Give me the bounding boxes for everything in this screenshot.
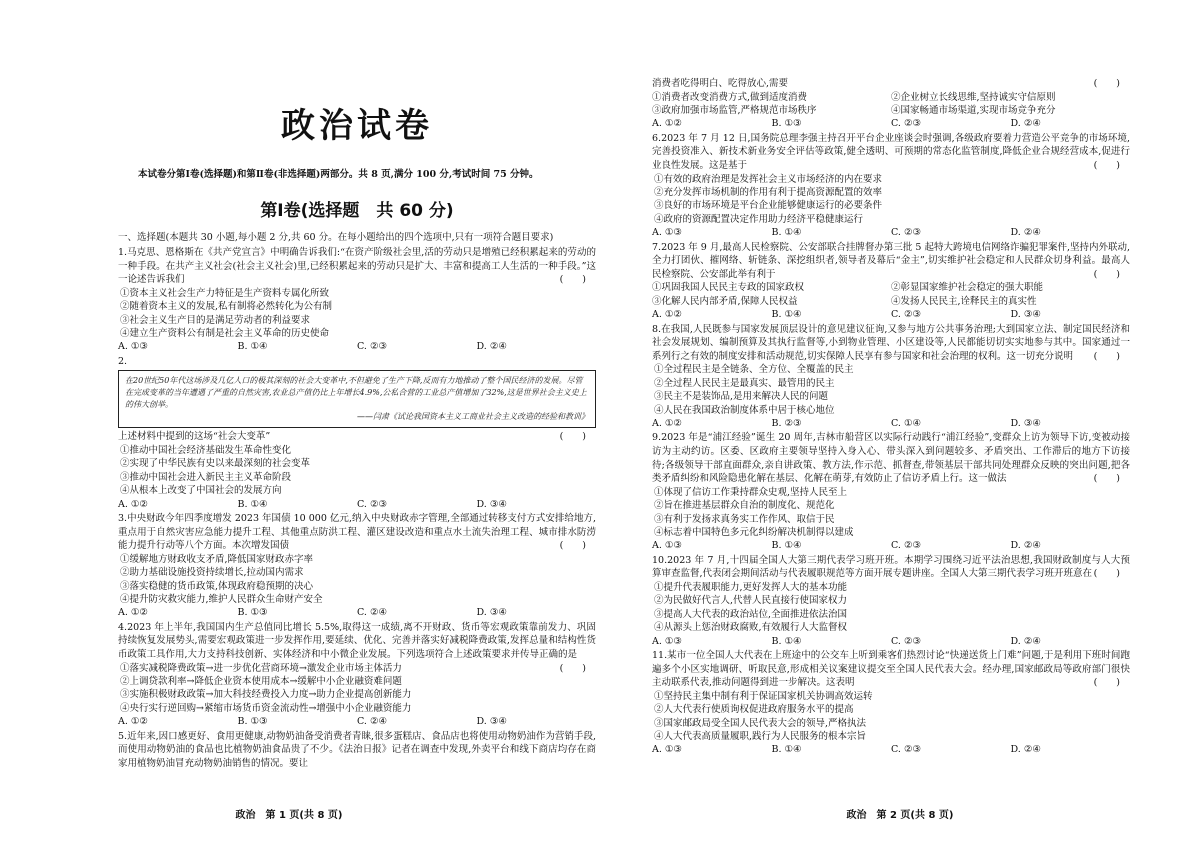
answer-bracket: ( ) [1093,160,1120,171]
option: ④标志着中国特色多元化纠纷解决机制得以建成 [654,527,854,539]
question-6 [652,132,1130,240]
option: ④政府的资源配置决定作用助力经济平稳健康运行 [654,213,864,225]
option: ③提高人大代表的政治站位,全面推进依法治国 [654,608,848,620]
question-stem: 5.近年来,因口感更好、食用更健康,动物奶油备受消费者青睐,很多蛋糕店、食品店也将使用动物奶油作为营销手段,而使用动物奶油的食品也比植物奶油食品贵了不少。《法治日报》记者在调查中发现,外卖平台和线下商店均存在商家用植物奶油冒充动物奶油销售的情况。要让 [118,730,596,769]
option: ③政府加强市场监管,严格规范市场秩序 [652,105,817,116]
choice-a: A. ①③ [652,227,682,239]
choice-c: C. ②④ [357,607,388,619]
option: ③化解人民内部矛盾,保障人民权益 [652,295,798,307]
question-stem: 4.2023 年上半年,我国国内生产总值同比增长 5.5%,取得这一成绩,离不开财政、货币等宏观政策靠前发力、巩固持续恢复发展势头,需要宏观政策进一步发挥作用,要延续、优化、完善并落实好减税降费政策,发挥总量和结构性货币政策工具作用,大力支持科技创新、实体经济和中小微企业发展。下列选项符合上述政策要求并传导正确的是 ( ) [118,621,596,674]
option: ④人大代表高质量履职,践行为人民服务的根本宗旨 [654,731,867,743]
question-stem: 7.2023 年 9 月,最高人民检察院、公安部联合挂牌督办第三批 5 起特大跨境电信网络诈骗犯罪案件,坚持内外联动,全力打团伙、摧网络、斩链条、深挖组织者,领导者及幕后“金主”,切实维护社会稳定和人民群众切身利益。最高人民检察院、公安部此举有利于 ( ) [652,241,1130,280]
option: ④发扬人民民主,诠释民主的真实性 [891,295,1037,307]
option-row [652,91,1130,104]
question-stem: 1.马克思、恩格斯在《共产党宣言》中明确告诉我们:“在资产阶级社会里,活的劳动只是增殖已经积累起来的劳动的一种手段。在共产主义社会(社会主义社会)里,已经积累起来的劳动只是扩大、丰富和提高工人生活的一种手段。”这一论述告诉我们 ( ) [118,247,596,286]
option: ②实现了中华民族有史以来最深刻的社会变革 [120,458,311,470]
option: ④从根本上改变了中国社会的发展方向 [120,485,282,497]
answer-choices [652,539,1130,552]
page-footer-left: 政治 第 1 页(共 8 页) [235,810,343,821]
choice-b: B. ①③ [237,607,268,619]
answer-choices [652,743,1130,756]
choice-d: D. ②④ [1010,744,1041,756]
choice-d: D. ②④ [1010,635,1041,647]
option-row [652,281,1130,294]
option: ②企业树立长线思维,坚持诚实守信原则 [891,91,1056,103]
option: ①缓解地方财政收支矛盾,降低国家财政赤字率 [120,553,314,565]
choice-b: B. ①④ [771,309,802,321]
answer-bracket: ( ) [1093,568,1120,580]
choice-b: B. ①④ [771,540,802,552]
choice-b: B. ②③ [771,418,802,430]
option: ③良好的市场环境是平台企业能够健康运行的必要条件 [654,200,883,212]
option: ②彰显国家维护社会稳定的强大职能 [891,282,1044,294]
choice-a: A. ①② [118,716,148,728]
question-stem: 6.2023 年 7 月 12 日,国务院总理李强主持召开平台企业座谈会时强调,各级政府要着力营造公平竞争的市场环境,完善投资准入、新技术新业务安全评估等政策,健全透明、可预期的常态化监管制度,降低企业合规经营成本,促进行业良性发展。这是基于 ( ) [652,132,1130,171]
option: ①资本主义社会生产力特征是生产资料专属化所致 [120,287,330,299]
option: ①推动中国社会经济基础发生革命性变化 [120,445,292,456]
question-4 [118,621,596,729]
choice-a: A. ①③ [652,635,682,647]
question-stem: 3.中央财政今年四季度增发 2023 年国债 10 000 亿元,纳入中央财政赤字管理,全部通过转移支付方式安排给地方,重点用于自然灾害应急能力提升工程、其他重点防洪工程、灌区建设改造和重点水土流失治理工程、城市排水防涝能力提升行动等八个方面。本次增发国债 ( ) [118,513,596,552]
choice-c: C. ②③ [891,309,922,321]
material-source: ——闫肃《试论我国资本主义工商业社会主义改造的经验和教训》 [357,412,589,422]
choice-a: A. ①② [118,498,148,510]
choice-c: C. ②③ [891,118,922,130]
question-stem: 消费者吃得明白、吃得放心,需要 ( ) [652,77,1130,91]
answer-choices [118,340,596,353]
choice-c: C. ①④ [891,418,922,430]
choice-c: C. ②③ [891,744,922,756]
option: ①巩固我国人民民主专政的国家政权 [652,282,805,294]
choice-d: D. ③④ [476,716,507,728]
choice-a: A. ①③ [118,341,148,353]
answer-choices [118,606,596,619]
choice-b: B. ①④ [771,227,802,239]
choice-c: C. ②③ [891,635,922,647]
answer-bracket: ( ) [559,274,586,286]
choice-d: D. ③④ [476,607,507,619]
answer-bracket: ( ) [1093,350,1120,362]
choice-b: B. ①④ [771,635,802,647]
option: ①消费者改变消费方式,做到适度消费 [652,91,808,103]
option: ③民主不是装饰品,是用来解决人民的问题 [654,391,829,403]
option: ②随着资本主义的发展,私有制将必然转化为公有制 [120,301,333,313]
answer-choices [652,117,1130,130]
answer-choices [652,308,1130,321]
option: ④提升防灾救灾能力,维护人民群众生命财产安全 [120,594,323,606]
option: ②为民做好代言人,代替人民直接行使国家权力 [654,595,848,607]
choice-d: D. ②④ [476,341,507,353]
left-column [118,72,596,770]
choice-b: B. ①③ [237,716,268,728]
answer-bracket: ( ) [559,540,586,552]
question-1 [118,246,596,354]
option: ②充分发挥市场机制的作用有利于提高资源配置的效率 [654,187,883,198]
choice-c: C. ②③ [891,227,922,239]
answer-choices [652,635,1130,648]
option: ②全过程人民民主是最真实、最管用的民主 [654,377,835,389]
option: ④国家畅通市场渠道,实现市场竞争充分 [891,105,1056,116]
exam-note: 本试卷分第Ⅰ卷(选择题)和第Ⅱ卷(非选择题)两部分。共 8 页,满分 100 分,考试时间 75 分钟。 [138,169,539,180]
right-column [652,76,1130,757]
choice-a: A. ①② [118,607,148,619]
option: ③社会主义生产目的是满足劳动者的利益要求 [120,314,311,326]
option: ②上调贷款利率→降低企业资本使用成本→缓解中小企业融资难问题 [120,676,402,688]
question-11 [652,649,1130,757]
answer-bracket: ( ) [1093,268,1120,280]
option: ①提升代表履职能力,更好发挥人大的基本功能 [654,582,848,594]
question-5 [118,730,596,771]
choice-c: C. ②③ [357,341,388,353]
answer-choices [118,715,596,728]
option: ②助力基础设施投资持续增长,拉动国内需求 [120,567,304,579]
answer-choices [652,417,1130,430]
answer-bracket: ( ) [1093,78,1120,89]
choice-c: C. ②③ [357,498,388,510]
choice-a: A. ①③ [652,540,682,552]
choice-d: D. ②④ [1010,227,1041,239]
option-row [652,104,1130,117]
question-3 [118,512,596,620]
option-row [652,295,1130,308]
question-9 [652,431,1130,552]
material-text: 在20世纪50年代这场涉及几亿人口的极其深刻的社会大变革中,不但避免了生产下降,反而有力地推动了整个国民经济的发展。尽管在完成变革的当年遭遇了严重的自然灾害,农业总产值仍比上年增长4.9%,公私合营的工业总产值增加了32%,这是世界社会主义史上的伟大创举。 [125,376,587,410]
choice-a: A. ①③ [652,744,682,756]
option: ④从源头上惩治财政腐败,有效履行人大监督权 [654,622,848,634]
choice-a: A. ①② [652,118,682,130]
choice-d: D. ③④ [1010,309,1041,321]
choice-b: B. ①④ [237,341,268,353]
question-8 [652,323,1130,431]
option: ④人民在我国政治制度体系中居于核心地位 [654,404,835,416]
choice-a: A. ①② [652,418,682,430]
question-stem: 9.2023 年是“浦江经验”诞生 20 周年,吉林市船营区以实际行动践行“浦江经验”,变群众上访为领导下访,变被动接访为主动约访。区委、区政府主要领导坚持入身入心、带头深入到问题较多、矛盾突出、工作滞后的地方下访接待;各级领导干部直面群众,亲自讲政策、教方法,作示范、抓督查,带领基层干部共同处理群众反映的突出问题,把各类矛盾纠纷和风险隐患化解在基层、化解在萌芽,有效防止了信访矛盾上行。这一做法 ( ) [652,432,1130,485]
option: ①有效的政府治理是发挥社会主义市场经济的内在要求 [654,173,883,185]
option: ①落实减税降费政策→进一步优化营商环境→激发企业市场主体活力 [120,662,402,674]
answer-bracket: ( ) [559,662,586,674]
option: ③国家邮政局受全国人民代表大会的领导,严格执法 [654,717,867,729]
choice-c: C. ②④ [357,716,388,728]
choice-d: D. ②④ [1010,540,1041,552]
question-7 [652,241,1130,322]
option: ①体现了信访工作秉持群众史观,坚持人民至上 [654,486,848,498]
choice-a: A. ①② [652,309,682,321]
question-stem: 10.2023 年 7 月,十四届全国人大第三期代表学习班开班。本期学习围绕习近平法治思想,我国财政制度与人大预算审查监督,代表闭会期间活动与代表履职规范等方面开展专题讲座。全国人大第三期代表学习班开班意在 ( ) [652,554,1130,580]
question-stem: 8.在我国,人民既参与国家发展顶层设计的意见建议征询,又参与地方公共事务治理;大到国家立法、制定国民经济和社会发展规划、编制预算及其执行监督等,小到物业管理、小区建设等,人民都能切切实实地参与其中。国家通过一系列行之有效的制度安排和活动规范,切实保障人民享有参与国家和社会治理的权利。这一切充分说明 ( ) [652,323,1130,362]
section-title: 第Ⅰ卷(选择题 共 60 分) [260,201,454,221]
option: ①坚持民主集中制有利于保证国家机关协调高效运转 [654,690,873,702]
option: ②旨在推进基层群众自治的制度化、规范化 [654,500,835,512]
option: ②人大代表行使质询权促进政府服务水平的提高 [654,704,854,716]
option: ④建立生产资料公有制是社会主义革命的历史使命 [120,328,330,339]
choice-d: D. ③④ [1010,418,1041,430]
option: ③落实稳健的货币政策,体现政府稳预期的决心 [120,580,314,592]
question-stem: 11.某市一位全国人大代表在上班途中的公交车上听到乘客们热烈讨论“快递送货上门难”问题,于是利用下班时间跑遍多个小区实地调研、听取民意,形成相关议案建议提交至全国人民代表大会。经办理,国家邮政局等政府部门很快主动联系代表,推动问题得到进一步解决。这表明 ( ) [652,650,1130,689]
choice-d: D. ③④ [476,498,507,510]
material-box [118,370,596,428]
choice-b: B. ①④ [771,744,802,756]
option: ③有利于发扬求真务实工作作风、取信于民 [654,513,835,525]
option: ③推动中国社会进入新民主主义革命阶段 [120,471,292,483]
question-2 [118,355,596,511]
page-footer-right: 政治 第 2 页(共 8 页) [846,810,954,821]
question-10 [652,554,1130,648]
choice-d: D. ②④ [1010,118,1041,130]
question-stem: 上述材料中提到的这场“社会大变革” ( ) [118,430,596,444]
option: ①全过程民主是全链条、全方位、全覆盖的民主 [654,364,854,376]
instructions: 一、选择题(本题共 30 小题,每小题 2 分,共 60 分。在每小题给出的四个选项中,只有一项符合题目要求) [118,232,554,243]
doc-title: 政治试卷 [281,106,433,146]
page-right [600,0,1200,849]
answer-bracket: ( ) [559,431,586,443]
option: ③实施积极财政政策→加大科技经费投入力度→助力企业提高创新能力 [120,689,412,701]
question-number: 2. [118,355,128,367]
choice-b: B. ①③ [771,118,802,130]
answer-choices [652,226,1130,239]
answer-bracket: ( ) [1093,473,1120,485]
answer-choices [118,498,596,511]
choice-b: B. ①④ [237,498,268,510]
answer-bracket: ( ) [1093,677,1120,689]
option: ④央行实行逆回购→紧缩市场货币资金流动性→增强中小企业融资能力 [120,702,412,714]
question-5-continued [652,77,1130,131]
choice-c: C. ②③ [891,540,922,552]
